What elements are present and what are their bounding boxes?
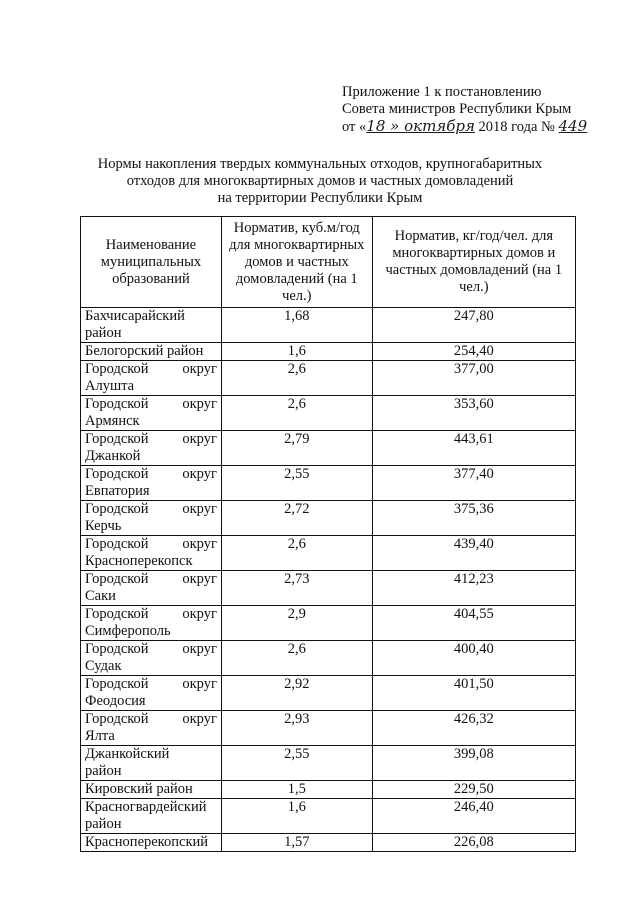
municipality-name-line2: район — [85, 325, 122, 341]
document-header — [342, 84, 587, 136]
municipality-name-line1: Белогорский район — [85, 343, 204, 359]
table-row — [81, 746, 576, 781]
table-row — [81, 536, 576, 571]
municipality-name-line1: Джанкойский — [85, 746, 170, 762]
municipality-name — [81, 641, 222, 676]
volume-norm-value: 2,72 — [221, 501, 372, 536]
volume-norm-value: 1,6 — [221, 343, 372, 361]
norms-table — [80, 216, 576, 852]
mass-norm-value: 247,80 — [372, 308, 575, 343]
header-municipality: Наименование муниципальных образований — [81, 217, 222, 308]
volume-norm-value: 2,92 — [221, 676, 372, 711]
table-header-row — [81, 217, 576, 308]
table-row — [81, 308, 576, 343]
municipality-type: Городской — [85, 501, 149, 517]
municipality-kind: округ — [182, 711, 217, 727]
table-row — [81, 834, 576, 852]
municipality-kind: округ — [182, 676, 217, 692]
municipality-name — [81, 501, 222, 536]
municipality-name-line1: Красноперекопский — [85, 834, 209, 850]
volume-norm-value: 1,6 — [221, 799, 372, 834]
mass-norm-value: 426,32 — [372, 711, 575, 746]
municipality-name-line2: Евпатория — [85, 483, 150, 499]
volume-norm-value: 2,9 — [221, 606, 372, 641]
year-number-label: 2018 года № — [478, 119, 555, 135]
municipality-name — [81, 781, 222, 799]
municipality-name-line1: Красногвардейский — [85, 799, 207, 815]
municipality-kind: округ — [182, 501, 217, 517]
municipality-name-line1: Кировский район — [85, 781, 193, 797]
table-row — [81, 606, 576, 641]
municipality-type: Городской — [85, 536, 149, 552]
municipality-name-line2: Ялта — [85, 728, 115, 744]
mass-norm-value: 412,23 — [372, 571, 575, 606]
header-mass-norm: Норматив, кг/год/чел. для многоквартирных домов и частных домовладений (на 1 чел.) — [372, 217, 575, 308]
municipality-name — [81, 431, 222, 466]
mass-norm-value: 254,40 — [372, 343, 575, 361]
table-row — [81, 396, 576, 431]
municipality-name-line2: Керчь — [85, 518, 122, 534]
title-line-3: на территории Республики Крым — [217, 190, 423, 206]
municipality-type: Городской — [85, 571, 149, 587]
volume-norm-value: 2,6 — [221, 536, 372, 571]
volume-norm-value: 2,79 — [221, 431, 372, 466]
handwritten-number: 449 — [558, 117, 588, 135]
municipality-type: Городской — [85, 361, 149, 377]
municipality-name — [81, 308, 222, 343]
municipality-kind: округ — [182, 641, 217, 657]
municipality-name — [81, 343, 222, 361]
municipality-name — [81, 396, 222, 431]
municipality-name — [81, 746, 222, 781]
table-row — [81, 676, 576, 711]
municipality-kind: округ — [182, 536, 217, 552]
date-prefix: от « — [342, 119, 367, 135]
municipality-name — [81, 676, 222, 711]
mass-norm-value: 375,36 — [372, 501, 575, 536]
mass-norm-value: 377,40 — [372, 466, 575, 501]
volume-norm-value: 2,55 — [221, 466, 372, 501]
municipality-name-line2: Армянск — [85, 413, 140, 429]
mass-norm-value: 404,55 — [372, 606, 575, 641]
appendix-line: Приложение 1 к постановлению — [342, 84, 542, 100]
municipality-name-line2: Судак — [85, 658, 122, 674]
volume-norm-value: 1,5 — [221, 781, 372, 799]
municipality-name-line2: Саки — [85, 588, 116, 604]
table-row — [81, 361, 576, 396]
volume-norm-value: 2,73 — [221, 571, 372, 606]
volume-norm-value: 2,6 — [221, 396, 372, 431]
municipality-type: Городской — [85, 431, 149, 447]
municipality-type: Городской — [85, 466, 149, 482]
municipality-name — [81, 834, 222, 852]
municipality-name-line2: Алушта — [85, 378, 135, 394]
table-row — [81, 799, 576, 834]
municipality-kind: округ — [182, 466, 217, 482]
mass-norm-value: 246,40 — [372, 799, 575, 834]
municipality-kind: округ — [182, 606, 217, 622]
municipality-kind: округ — [182, 396, 217, 412]
municipality-name — [81, 799, 222, 834]
table-row — [81, 343, 576, 361]
volume-norm-value: 2,6 — [221, 641, 372, 676]
municipality-kind: округ — [182, 361, 217, 377]
municipality-name-line2: Симферополь — [85, 623, 171, 639]
mass-norm-value: 229,50 — [372, 781, 575, 799]
table-row — [81, 781, 576, 799]
municipality-name — [81, 361, 222, 396]
municipality-type: Городской — [85, 641, 149, 657]
municipality-type: Городской — [85, 606, 149, 622]
volume-norm-value: 2,6 — [221, 361, 372, 396]
volume-norm-value: 2,93 — [221, 711, 372, 746]
table-row — [81, 501, 576, 536]
municipality-name-line2: район — [85, 763, 122, 779]
municipality-type: Городской — [85, 711, 149, 727]
municipality-name — [81, 536, 222, 571]
mass-norm-value: 399,08 — [372, 746, 575, 781]
table-row — [81, 641, 576, 676]
table-row — [81, 711, 576, 746]
mass-norm-value: 443,61 — [372, 431, 575, 466]
municipality-name-line2: Красноперекопск — [85, 553, 193, 569]
table-row — [81, 431, 576, 466]
handwritten-date: 18 » октября — [366, 117, 475, 135]
title-line-2: отходов для многоквартирных домов и частных домовладений — [126, 173, 514, 189]
municipality-type: Городской — [85, 396, 149, 412]
mass-norm-value: 226,08 — [372, 834, 575, 852]
header-volume-norm: Норматив, куб.м/год для многоквартирных домов и частных домовладений (на 1 чел.) — [221, 217, 372, 308]
municipality-kind: округ — [182, 571, 217, 587]
table-row — [81, 466, 576, 501]
mass-norm-value: 377,00 — [372, 361, 575, 396]
municipality-kind: округ — [182, 431, 217, 447]
authority-line: Совета министров Республики Крым — [342, 101, 572, 117]
title-line-1: Нормы накопления твердых коммунальных отходов, крупногабаритных — [97, 156, 543, 172]
municipality-type: Городской — [85, 676, 149, 692]
mass-norm-value: 353,60 — [372, 396, 575, 431]
municipality-name — [81, 711, 222, 746]
municipality-name — [81, 606, 222, 641]
document-title — [70, 156, 570, 207]
municipality-name-line2: Джанкой — [85, 448, 141, 464]
municipality-name — [81, 571, 222, 606]
volume-norm-value: 1,57 — [221, 834, 372, 852]
mass-norm-value: 400,40 — [372, 641, 575, 676]
municipality-name-line2: район — [85, 816, 122, 832]
mass-norm-value: 439,40 — [372, 536, 575, 571]
municipality-name-line1: Бахчисарайский — [85, 308, 185, 324]
table-row — [81, 571, 576, 606]
volume-norm-value: 2,55 — [221, 746, 372, 781]
mass-norm-value: 401,50 — [372, 676, 575, 711]
date-line — [342, 118, 587, 136]
municipality-name — [81, 466, 222, 501]
municipality-name-line2: Феодосия — [85, 693, 146, 709]
volume-norm-value: 1,68 — [221, 308, 372, 343]
